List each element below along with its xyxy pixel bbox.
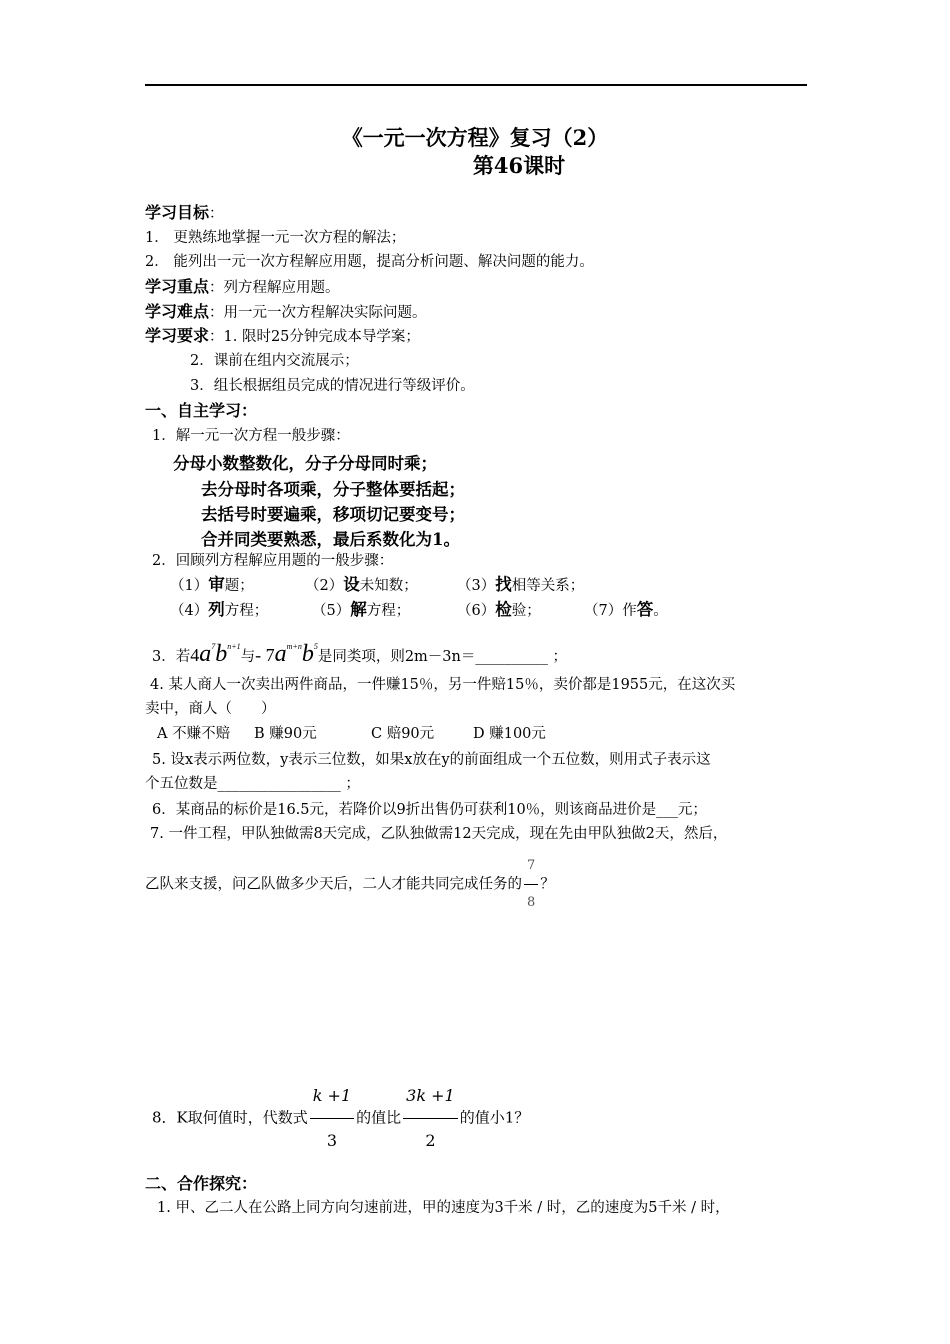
key-point-heading: 学习重点 (145, 277, 210, 296)
key-point-line (145, 277, 340, 298)
key-point-text: ：列方程解应用题。 (209, 280, 340, 296)
step-5: （5）解方程； (312, 600, 411, 619)
monomial-2: - $7a^{m+n}b^5$ (255, 641, 318, 667)
requirements-line (145, 326, 420, 347)
question-6: 6．某商品的标价是16.5元，若降价以9折出售仍可获利10％，则该商品进价是___元； (152, 802, 707, 818)
requirement-item: 3．组长根据组员完成的情况进行等级评价。 (190, 378, 475, 394)
q4-option-a: A 不赚不赔 (157, 726, 231, 742)
step-1: （1）审题； (170, 575, 254, 594)
question-4-cont: 卖中，商人（ ） (145, 701, 276, 717)
monomial-1: $4a^7b^{n+1}$ (190, 641, 241, 667)
fraction-1: $\frac{k +1}{3}$ (310, 1074, 354, 1163)
difficulty-line (145, 302, 427, 323)
page-subtitle: 第46课时 (472, 153, 566, 178)
requirements-heading: 学习要求 (145, 326, 210, 345)
q4-option-b: B 赚90元 (254, 726, 317, 742)
question-3: 3．若$4a^7b^{n+1}$与- $7a^{m+n}b^5$是同类项，则2m－3n＝__________ ； (152, 641, 567, 667)
difficulty-heading: 学习难点 (145, 302, 210, 321)
question-2: 2．回顾列方程解应用题的一般步骤： (152, 553, 394, 569)
rhyme-line: 去括号时要遍乘，移项切记要变号； (201, 505, 465, 524)
step-7: （7）作答。 (584, 600, 668, 619)
step-2: （2）设未知数； (305, 575, 418, 594)
top-rule (145, 84, 807, 86)
question-7: 7. 一件工程，甲队独做需8天完成，乙队独做需12天完成，现在先由甲队独做2天，然后， (150, 826, 728, 842)
requirement-item: 2．课前在组内交流展示； (190, 353, 359, 369)
question-7-cont: 乙队来支援，问乙队做多少天后，二人才能共同完成任务的 $\frac{7}{8}$ ？ (145, 848, 555, 921)
section2-heading: 二、合作探究： (145, 1174, 258, 1193)
requirement-item: ：1. 限时25分钟完成本导学案； (209, 329, 420, 345)
section1-heading: 一、自主学习： (145, 401, 258, 420)
question-1: 1．解一元一次方程一般步骤： (152, 428, 350, 444)
step-6: （6）检验； (457, 600, 541, 619)
section2-question-1: 1. 甲、乙二人在公路上同方向匀速前进，甲的速度为3千米 / 时，乙的速度为5千米 / 时， (157, 1200, 730, 1216)
q4-option-d: D 赚100元 (473, 726, 546, 742)
goals-heading-line: 学习目标： (145, 203, 224, 222)
question-8: 8．K取何值时，代数式 $\frac{k +1}{3}$ 的值比 $\frac{3k +1}{2}$ 的值小1？ (152, 1074, 529, 1163)
step-4: （4）列方程； (170, 600, 269, 619)
goals-heading: 学习目标 (145, 203, 210, 222)
goal-item: 1． 更熟练地掌握一元一次方程的解法； (145, 230, 406, 246)
fraction-2: $\frac{3k +1}{2}$ (403, 1074, 458, 1163)
step-3: （3）找相等关系； (457, 575, 585, 594)
rhyme-line: 合并同类要熟悉，最后系数化为1。 (201, 530, 460, 549)
goal-item: 2． 能列出一元一次方程解应用题，提高分析问题、解决问题的能力。 (145, 254, 594, 270)
fraction-7-8: $\frac{7}{8}$ (524, 848, 538, 921)
question-5-cont: 个五位数是_________________ ； (145, 776, 360, 792)
question-5: 5. 设x表示两位数，y表示三位数，如果x放在y的前面组成一个五位数，则用式子表示这 (152, 752, 711, 768)
page-title: 《一元一次方程》复习（2） (341, 125, 609, 150)
rhyme-line: 分母小数整数化，分子分母同时乘； (173, 454, 437, 473)
difficulty-text: ：用一元一次方程解决实际问题。 (209, 305, 427, 321)
question-4: 4. 某人商人一次卖出两件商品，一件赚15％，另一件赔15％，卖价都是1955元，在这次买 (150, 677, 736, 693)
q4-option-c: C 赔90元 (371, 726, 435, 742)
rhyme-line: 去分母时各项乘，分子整体要括起； (201, 480, 465, 499)
